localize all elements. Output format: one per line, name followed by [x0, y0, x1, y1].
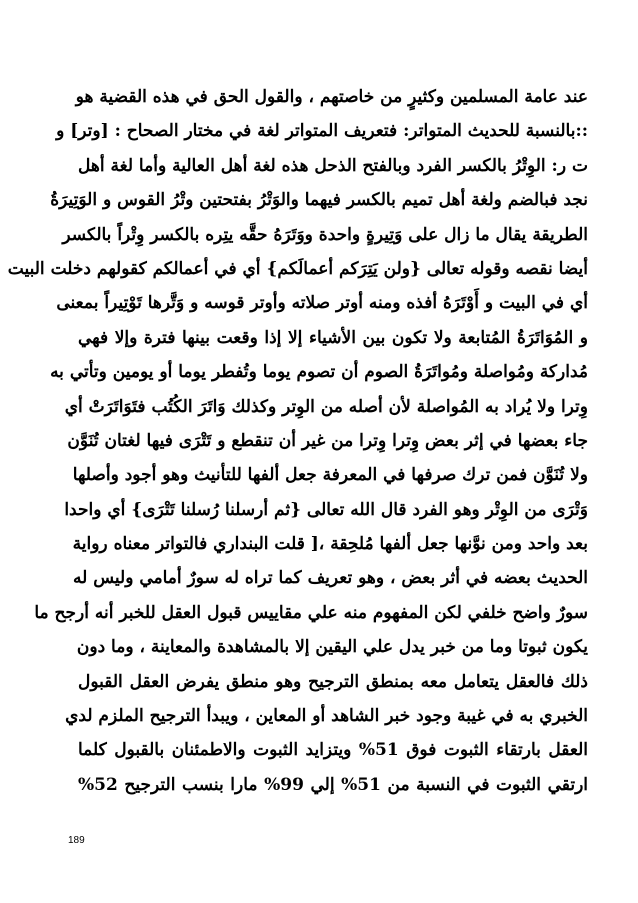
text-line: و المُوَاتَرَةُ المُتابعة ولا تكون بين الأشياء إلا إذا وقعت بينها فترة وإلا فهي: [78, 327, 588, 348]
text-line: أي في البيت و أَوْتَرَهُ أفذه ومنه أوتر صلاته وأوتر قوسه و وَتَّرها تَوْتِيراً بمعنى: [56, 293, 588, 314]
text-line: بعد واحد ومن نوَّنها جعل ألفها مُلحِقة ،[ قلت البنداري فالتواتر معناه رواية: [72, 534, 588, 555]
page-number: 189: [68, 835, 85, 846]
text-line: الطريقة يقال ما زال على وَتِيرةٍ واحدة ووَتَرَهُ حقَّه يتِره بالكسر وِتْراً بالكسر: [62, 224, 588, 245]
text-line: سورٌ واضح خلفي لكن المفهوم منه علي مقاييس قبول العقل للخبر أنه أرجح ما: [34, 602, 588, 623]
text-line: عند عامة المسلمين وكثيرٍ من خاصتهم ، والقول الحق في هذه القضية هو: [75, 87, 588, 107]
text-line: ذلك فالعقل يتعامل معه بمنطق الترجيح وهو منطق يفرض العقل القبول: [78, 671, 588, 692]
text-line: الخبري به في غيبة وجود خبر الشاهد أو المعاين ، ويبدأ الترجيح الملزم لدي: [65, 706, 588, 727]
text-line: ت ر: الوِتْرُ بالكسر الفرد وبالفتح الذحل هذه لغة أهل العالية وأما لغة أهل: [78, 155, 588, 176]
text-line: نجد فبالضم ولغة أهل تميم بالكسر فيهما والوَتْرُ بفتحتين وتْرُ القوس و الوَتِيرَةُ: [50, 190, 588, 211]
text-line: يكون ثبوتا وما من خبر يدل علي اليقين إلا بالمشاهدة والمعاينة ، وما دون: [76, 637, 588, 658]
text-line: وِترا ولا يُراد به المُواصلة لأن أصله من الوِتر وكذلك وَاتَرَ الكُتُب فتَوَاتَرَتْ أي: [64, 396, 588, 417]
text-line: ارتقي الثبوت في النسبة من 51% إلي 99% مارا بنسب الترجيح 52%: [78, 774, 589, 795]
text-line: ::بالنسبة للحديث المتواتر: فتعريف المتواتر لغة في مختار الصحاح : [وتر] و: [56, 121, 588, 142]
text-line: أيضا نقصه وقوله تعالى {ولن يَتِرَكم أعمالَكم} أي في أعمالكم كقولهم دخلت البيت: [7, 258, 588, 279]
text-line: مُداركة ومُواصلة ومُواتَرَةُ الصوم أن تصوم يوما وتُفطر يوما أو يومين وتأتي به: [50, 362, 588, 383]
text-line: جاء بعضها في إثر بعض وِترا وِترا من غير أن تنقطع و تَتْرَى فيها لغتان تُنَوَّن: [67, 430, 588, 451]
text-line: ولا تُنَوَّن فمن ترك صرفها في المعرفة جعل ألفها للتأنيث وهو أجود وأصلها: [72, 465, 588, 486]
text-line: العقل بارتقاء الثبوت فوق 51% ويتزايد الثبوت والاطمئنان بالقبول كلما: [78, 740, 588, 761]
body-text: [7, 80, 589, 802]
text-line: الحديث بعضه في أثر بعض ، وهو تعريف كما تراه له سورٌ أمامي وليس له: [73, 568, 588, 589]
text-line: وَتْرَى من الوِتْر وهو الفرد قال الله تعالى {ثم أرسلنا رُسلنا تَتْرَى} أي واحدا: [64, 499, 588, 520]
